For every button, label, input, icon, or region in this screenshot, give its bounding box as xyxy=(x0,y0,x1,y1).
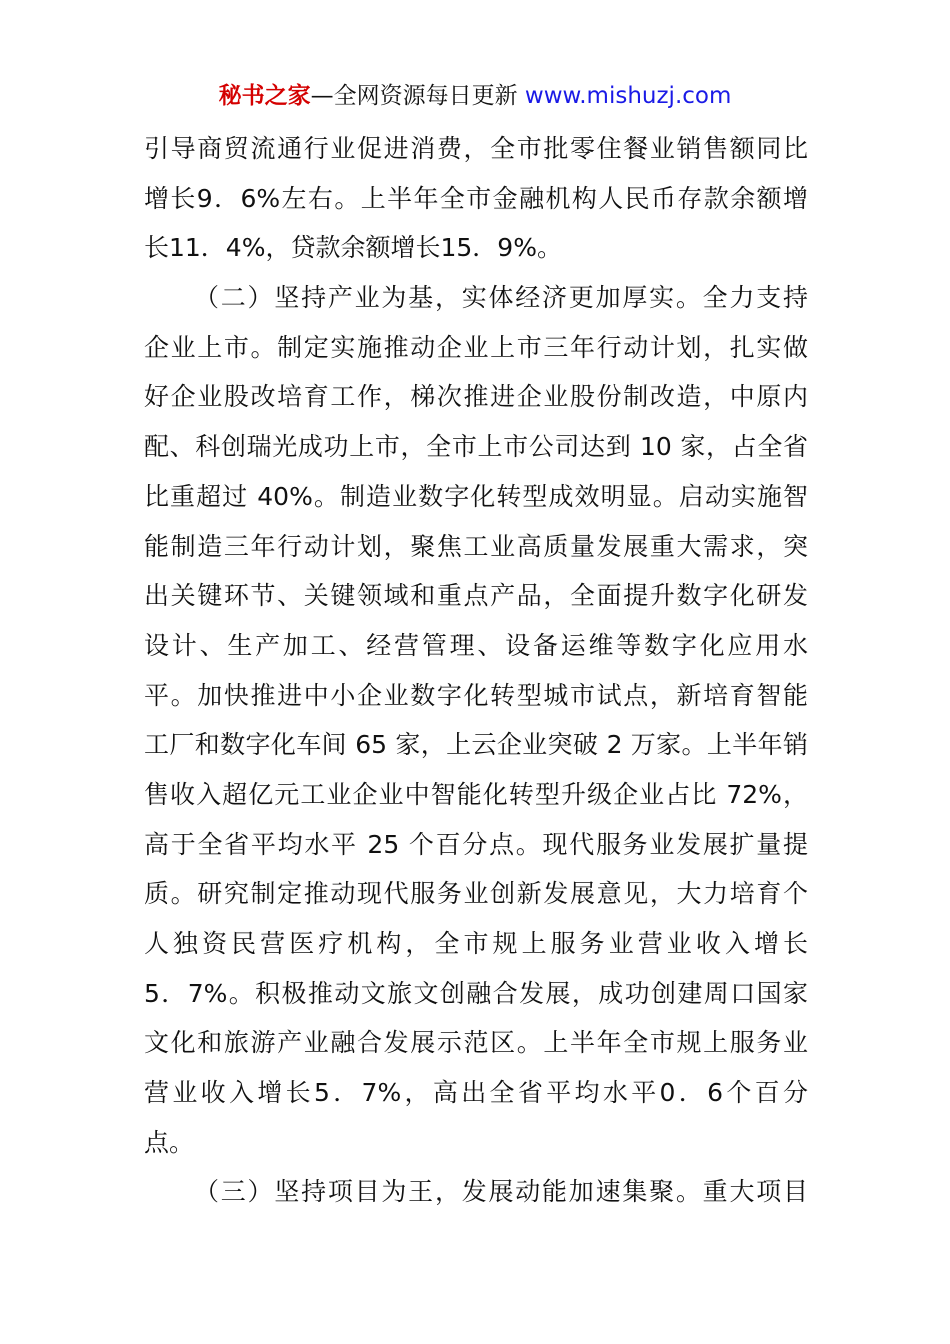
text-line: 能制造三年行动计划，聚焦工业高质量发展重大需求，突 xyxy=(144,531,808,561)
text-line: 企业上市。制定实施推动企业上市三年行动计划，扎实做 xyxy=(144,332,808,362)
section-heading-line: （三）坚持项目为王，发展动能加速集聚。重大项目 xyxy=(194,1177,808,1207)
text-line: 人独资民营医疗机构，全市规上服务业营业收入增长 xyxy=(144,929,808,958)
text-line: 5．7%。积极推动文旅文创融合发展，成功创建周口国家 xyxy=(144,978,808,1008)
header-tagline: —全网资源每日更新 xyxy=(310,83,518,109)
text-line: 配、科创瑞光成功上市，全市上市公司达到 10 家，占全省 xyxy=(144,432,808,462)
site-url-link[interactable]: www.mishuzj.com xyxy=(524,83,732,109)
site-header xyxy=(0,80,950,112)
document-body xyxy=(144,124,808,1217)
text-line: 质。研究制定推动现代服务业创新发展意见，大力培育个 xyxy=(144,879,808,909)
text-line: 设计、生产加工、经营管理、设备运维等数字化应用水 xyxy=(144,630,808,660)
text-line: 比重超过 40%。制造业数字化转型成效明显。启动实施智 xyxy=(144,481,808,511)
text-line: 工厂和数字化车间 65 家，上云企业突破 2 万家。上半年销 xyxy=(144,730,808,760)
text-line: 点。 xyxy=(144,1127,195,1157)
text-line: 高于全省平均水平 25 个百分点。现代服务业发展扩量提 xyxy=(144,829,808,859)
text-line: 文化和旅游产业融合发展示范区。上半年全市规上服务业 xyxy=(144,1028,808,1058)
text-line: 平。加快推进中小企业数字化转型城市试点，新培育智能 xyxy=(144,680,808,710)
text-line: 出关键环节、关键领域和重点产品，全面提升数字化研发 xyxy=(144,581,808,611)
text-line: 售收入超亿元工业企业中智能化转型升级企业占比 72%， xyxy=(144,779,808,809)
brand-name: 秘书之家 xyxy=(218,83,311,109)
text-line: 营业收入增长5．7%，高出全省平均水平0．6个百分 xyxy=(144,1078,808,1108)
text-line: 增长9．6%左右。上半年全市金融机构人民币存款余额增 xyxy=(144,183,808,213)
text-line: 长11．4%，贷款余额增长15．9%。 xyxy=(144,233,562,263)
section-heading-line: （二）坚持产业为基，实体经济更加厚实。全力支持 xyxy=(194,283,808,313)
text-line: 引导商贸流通行业促进消费，全市批零住餐业销售额同比 xyxy=(144,134,808,163)
text-line: 好企业股改培育工作，梯次推进企业股份制改造，中原内 xyxy=(144,382,808,412)
